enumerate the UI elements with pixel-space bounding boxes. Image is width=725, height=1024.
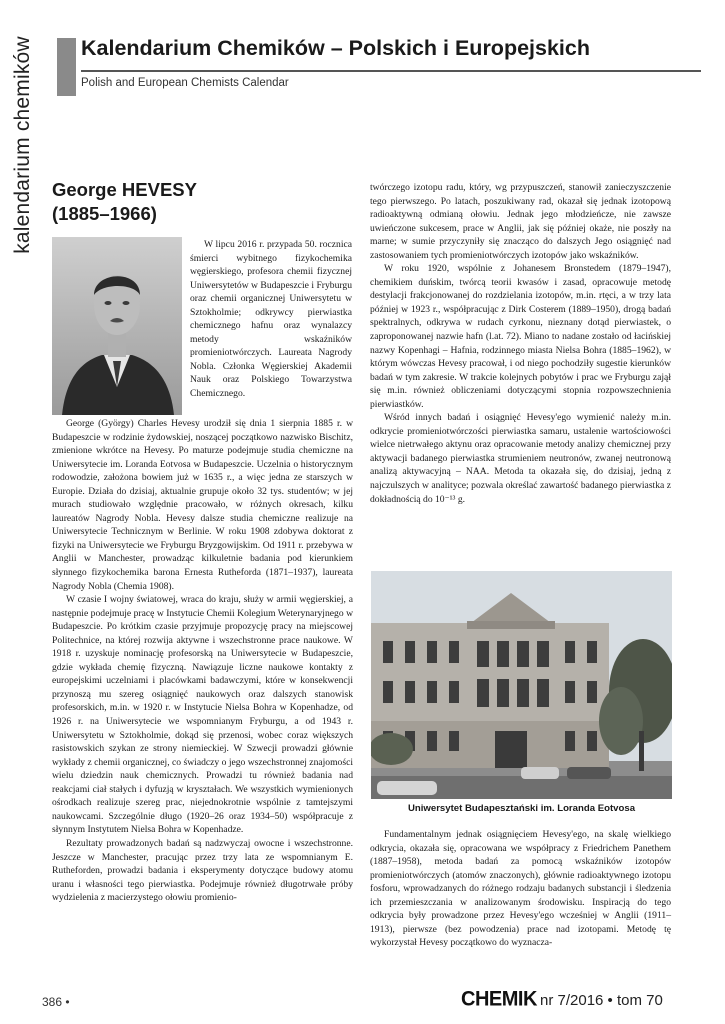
article-title-years: (1885–1966) xyxy=(52,203,157,224)
right-text-column xyxy=(370,181,671,506)
intro-paragraph: W lipcu 2016 r. przypada 50. rocznica śmierci wybitnego fizykochemika węgierskiego, profesora chemii fizycznej Uniwersytetów w Budapeszcie i Fryburgu oraz chemii organicznej Uniwersytetu w Sztokholmie; odkrywcy pierwiastka chemicznego hafnu oraz wynalazcy metody wskaźników promieniotwórczych. Laureata Nagrody Nobla. Członka Węgierskiej Akademii Nauk oraz Polskiego Towarzystwa Chemicznego. xyxy=(190,239,352,400)
page-header-subtitle: Polish and European Chemists Calendar xyxy=(81,77,289,89)
university-building-photo xyxy=(371,571,672,799)
intro-paragraph-column xyxy=(190,238,352,401)
header-divider xyxy=(81,70,701,72)
side-label-text: kalendarium chemików xyxy=(11,36,34,254)
body-paragraph: George (György) Charles Hevesy urodził się dnia 1 sierpnia 1885 r. w Budapeszcie w rodzinie żydowskiej, noszącej początkowo nazwisko Bischitz, zmienione wkrótce na Hevesy. Po maturze podejmuje studia chemiczne na Uniwersytecie im. Loranda Eotvosa w Budapeszcie. Uczelnia o historycznym rodowodzie, założona bowiem już w 1635 r., a więc jedna ze starszych w Europie. Działa do dzisiaj, aktualnie grupuje około 32 tys. studentów; w jej murach studiowało względnie pracowało, w różnych okresach, kilku laureatów Nagrody Nobla. Hevesy dalsze studia chemiczne realizuje na Uniwersytecie Technicznym w Berlinie. W roku 1908 zdobywa doktorat z fizyki na Uniwersytecie we Fryburgu Bryzgowijskim. Od 1911 r. przebywa w Anglii w Manchester, prowadząc kilkuletnie badania pod kierunkiem słynnego fizykochemika barona Ernesta Rutheforda (1871–1937), laureata Nagrody Nobla (Chemia 1908). xyxy=(52,418,353,592)
left-text-column xyxy=(52,417,353,905)
article-title-name: George HEVESY xyxy=(52,179,197,200)
university-building-illustration xyxy=(371,571,672,799)
issue-info: nr 7/2016 • tom 70 xyxy=(540,992,663,1009)
page-header-title: Kalendarium Chemików – Polskich i Europejskich xyxy=(81,36,590,60)
journal-logo: CHEMIK xyxy=(461,987,537,1011)
page-number: 386 • xyxy=(42,995,70,1009)
body-paragraph: Wśród innych badań i osiągnięć Hevesy'ego wymienić należy m.in. odkrycie promieniotwórczości pierwiastka samaru, ustalenie wartościowości wielce nietrwałego aktynu oraz opracowanie metody analizy chemicznej przy aktywacji badanego pierwiastka strumieniem neutronów, zwanej neutronową analizą aktywacyjną – NAA. Metoda ta okazała się, do dzisiaj, jedną z najczulszych w analityce; pozwala określać zawartość badanego pierwiastka z dokładnością do 10⁻¹³ g. xyxy=(370,412,671,505)
body-paragraph: W czasie I wojny światowej, wraca do kraju, służy w armii węgierskiej, a następnie podejmuje pracę w Instytucie Chemii Kolegium Weterynaryjnego w Budapeszcie. Po krótkim czasie przyjmuje propozycję pracy na miejscowej Politechnice, na której rozwija aktywne i wszechstronne prace naukowe. W 1918 r. uzyskuje nominację profesorską na Uniwersytecie w Budapeszcie, gdzie wykłada chemię fizyczną. Nawiązuje liczne naukowe kontakty z europejskimi uczelniami i placówkami badawczymi, które w konsekwencji przynoszą mu szereg osiągnięć naukowych oraz dalszych stanowisk profesorskich, m.in. w 1920 r. w Instytucie Nielsa Bohra w Kopenhadze, od 1926 r. na Uniwersytecie we wspomnianym Fryburgu, a od 1943 r. Uniwersytetu w Sztokholmie, dokąd się przenosi, wobec coraz większych rasistowskich szykan ze strony niemieckiej. W Szwecji prowadzi głównie wykłady z chemii organicznej, co świadczy o jego wszechstronnej znajomości wielu dziedzin nauk chemicznych. Prowadzi tu również badania nad reakcjami ciał stałych i dyfuzją w kryształach. We wszystkich wymienionych ośrodkach realizuje szereg prac, niejednokrotnie wspólnie z tamtejszymi naukowcami. Szczególnie długo (1920–26 oraz 1934–50) współpracuje z słynnym Instytutem Nielsa Bohra w Kopenhadze. xyxy=(52,594,353,836)
header-accent-bar xyxy=(57,38,76,96)
right-bottom-text-column xyxy=(370,828,671,950)
body-paragraph: Rezultaty prowadzonych badań są nadzwyczaj owocne i wszechstronne. Jeszcze w Manchester, pracując przez trzy lata ze wspomnianym E. Rutheforden, prowadzi badania i eksperymenty dotyczące budowy atomu uranu i własności tego pierwiastka. Podejmuje również długotrwałe próby wydzielenia z macierzystego ołowiu promienio- xyxy=(52,837,353,904)
body-paragraph: twórczego izotopu radu, który, wg przypuszczeń, stanowił zanieczyszczenie tego pierwszego. Po latach, poszukiwany rad, okazał się jednak izotopową radioaktywną odmianą ołowiu. Jednak jego młodzieńcze, nie zawsze uwieńczone sukcesem, prace w Anglii, jak się później okaże, nie poszły na marne; w sumie przyczyniły się znacząco do dalszych Jego osiągnięć nad zastosowaniem tych promieniotwórczych izotopów jako wskaźników. xyxy=(370,182,671,261)
body-paragraph: W roku 1920, wspólnie z Johanesem Bronstedem (1879–1947), chemikiem duńskim, twórcą teorii kwasów i zasad, opracowuje metodę destylacji frakcjonowanej do rozdzielania izotopów, m.in. rtęci, a w trzy lata później w 1923 r., współpracując z Dirk Costerem (1889–1950), drogą badań spektralnych, odkrywa w rudach cyrkonu, nieznany dotąd pierwiastek, o zaproponowanej nazwie hafn (l.at. 72). Miano to nadane zostało od łacińskiej nazwy Kopenhagi – Hafnia, rodzinnego miasta Nielsa Bohra (1885–1962), w którym wówczas Hevesy pracował, i od niego pochodziły sugestie kierunków badań w tym zakresie. W trakcie kolejnych pobytów i prac we Fryburgu zajął się m.in. również obliczeniami dotyczącymi stopnia rozpowszechnienia pierwiastków. xyxy=(370,263,671,410)
body-paragraph: Fundamentalnym jednak osiągnięciem Hevesy'ego, na skalę wielkiego odkrycia, okazała się, opracowana we współpracy z Friedrichem Panethem (1887–1958), metoda badań za pomocą wskaźników izotopów promieniotwórczych (atomów znaczonych), głównie radioaktywnego izotopu fosforu, wprowadzanych do różnego rodzaju badanych substancji i śledzenia ich przemieszczania w analizowanym środowisku. Inspiracją do tego odkrycia były prowadzone przez Hevesy'ego wcześniej w Anglii (1911–1913), pierwsze (bez powodzenia) prace nad izotopami. Metodę tę wykorzystał Hevesy początkowo do wyznacza- xyxy=(370,829,671,949)
photo-caption: Uniwersytet Budapesztański im. Loranda Eotvosa xyxy=(407,803,636,814)
article-title xyxy=(52,178,352,226)
portrait-photo xyxy=(52,237,182,415)
section-side-label xyxy=(8,36,38,254)
portrait-illustration xyxy=(52,237,182,415)
